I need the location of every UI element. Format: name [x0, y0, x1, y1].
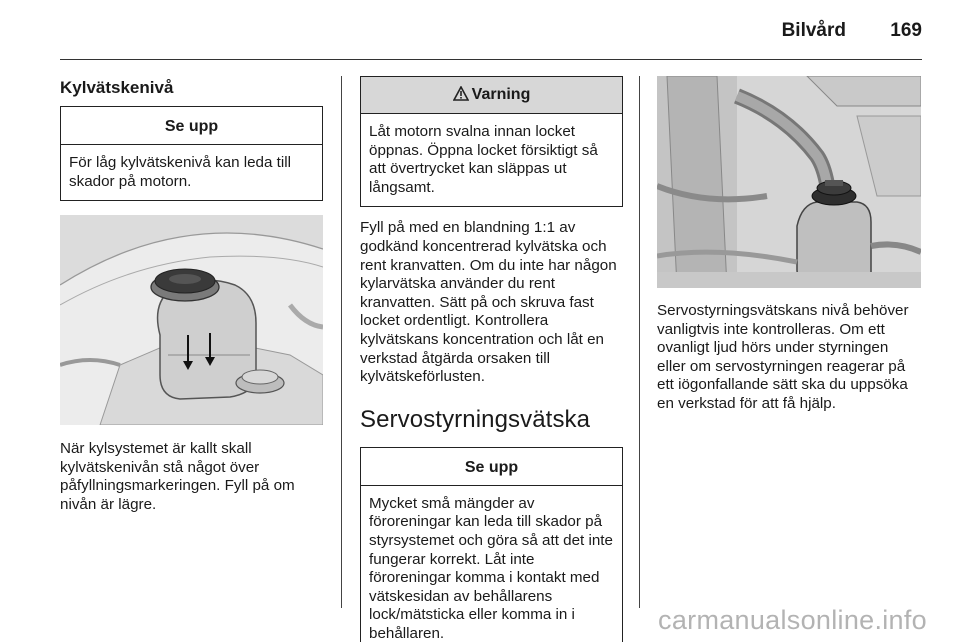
- column-power-steering-level: [657, 76, 921, 414]
- coolant-heading: Kylvätskenivå: [60, 78, 174, 97]
- page-number: 169: [890, 20, 922, 41]
- header-divider: [60, 59, 922, 60]
- column-divider-left: [341, 76, 342, 608]
- page-header: [60, 0, 922, 62]
- section-title: Bilvård: [781, 20, 846, 41]
- refill-paragraph: Fyll på med en blandning 1:1 av godkänd koncentrerad kylvätska och rent kranvatten. Om du inte har någon kylarvätska använder du rent kranvatten. Sätt på och skruva fast locket ordentligt. Kontrollera kylvätskans koncentration och låt en verkstad åtgärda orsaken till kylvätskeförlusten.: [360, 219, 617, 386]
- caution-text: För låg kylvätskenivå kan leda till skador på motorn.: [69, 154, 292, 190]
- caution-title: Se upp: [61, 107, 322, 145]
- warning-triangle-icon: [453, 86, 469, 106]
- column-warning-power-steering: [360, 76, 623, 642]
- caution-title: Se upp: [361, 448, 622, 486]
- warning-header: [361, 77, 622, 114]
- warning-text: Låt motorn svalna innan locket öppnas. Öppna locket försiktigt så att övertrycket kan släppas ut långsamt.: [369, 123, 598, 196]
- warning-box: [360, 76, 623, 207]
- power-steering-heading: Servostyrningsvätska: [360, 405, 591, 433]
- caution-box-coolant: [60, 106, 323, 201]
- column-divider-right: [639, 76, 640, 608]
- coolant-paragraph: När kylsystemet är kallt skall kylvätskenivån stå något över påfyllningsmarkeringen. Fyll på om nivån är lägre.: [60, 440, 295, 513]
- power-steering-paragraph: Servostyrningsvätskans nivå behöver vanligtvis inte kontrolleras. Om ett ovanligt ljud hörs under styrningen eller om servostyrningen reagerar på ett iögonfallande sätt ska du uppsöka en verkstad för att få hjälp.: [657, 302, 909, 412]
- column-coolant: [60, 76, 323, 515]
- caution-text: Mycket små mängder av föroreningar kan leda till skador på styrsystemet och göra så att det inte fungerar korrekt. Låt inte föroreningar komma i kontakt med vätskesidan av behållarens lock/mätsticka eller komma in i behållaren.: [369, 494, 613, 642]
- caution-box-power-steering: [360, 447, 623, 642]
- power-steering-reservoir-figure: [657, 76, 921, 288]
- coolant-reservoir-figure: [60, 215, 323, 425]
- warning-title: Varning: [471, 86, 531, 103]
- watermark: carmanualsonline.info: [658, 605, 927, 635]
